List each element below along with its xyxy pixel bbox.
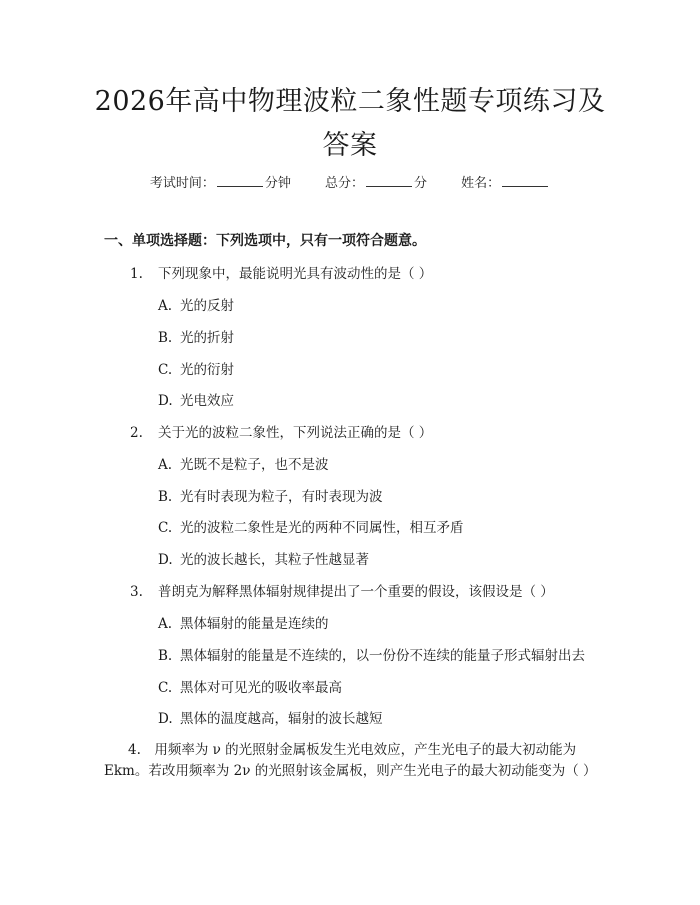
time-blank xyxy=(217,175,263,187)
option-text: 光既不是粒子，也不是波 xyxy=(180,457,329,473)
exam-time xyxy=(150,172,291,191)
question-number: 2. xyxy=(130,425,143,441)
exam-score xyxy=(325,172,427,191)
question-number: 3. xyxy=(130,584,143,600)
q3-option-c xyxy=(158,676,342,696)
option-text: 黑体的温度越高，辐射的波长越短 xyxy=(180,711,383,727)
option-label: B. xyxy=(158,648,173,664)
question-1 xyxy=(130,262,432,282)
exam-name xyxy=(461,172,550,191)
q3-option-b xyxy=(158,644,585,664)
option-label: A. xyxy=(158,616,173,632)
option-text: 光的折射 xyxy=(180,330,234,346)
q1-option-d xyxy=(158,389,234,409)
score-label: 总分： xyxy=(324,176,364,191)
option-label: C. xyxy=(158,520,173,536)
option-text: 光有时表现为粒子，有时表现为波 xyxy=(180,489,383,505)
option-label: D. xyxy=(158,393,173,409)
q1-option-a xyxy=(158,294,234,314)
option-text: 光的波粒二象性是光的两种不同属性，相互矛盾 xyxy=(180,520,464,536)
time-label: 考试时间： xyxy=(149,176,215,191)
option-text: 光电效应 xyxy=(180,393,234,409)
option-text: 黑体辐射的能量是不连续的，以一份份不连续的能量子形式辐射出去 xyxy=(180,648,585,664)
option-label: D. xyxy=(158,711,173,727)
q2-option-b xyxy=(158,485,383,505)
q2-option-c xyxy=(158,516,464,536)
option-label: B. xyxy=(158,330,173,346)
q1-option-b xyxy=(158,326,234,346)
score-unit: 分 xyxy=(414,176,428,191)
option-text: 光的波长越长，其粒子性越显著 xyxy=(180,552,369,568)
question-4: 4. 用频率为 ν 的光照射金属板发生光电效应，产生光电子的最大初动能为Ekm。若改用频率为 2ν 的光照射该金属板，则产生光电子的最大初动能变为（ ） xyxy=(104,742,597,779)
question-text: 下列现象中，最能说明光具有波动性的是（ ） xyxy=(158,266,433,282)
question-3 xyxy=(130,580,554,600)
name-blank xyxy=(502,175,548,187)
option-text: 黑体对可见光的吸收率最高 xyxy=(180,680,342,696)
option-text: 光的反射 xyxy=(180,298,234,314)
option-label: A. xyxy=(158,457,173,473)
name-label: 姓名： xyxy=(461,176,501,191)
option-label: A. xyxy=(158,298,173,314)
option-text: 光的衍射 xyxy=(180,362,234,378)
option-label: D. xyxy=(158,552,173,568)
page-title: 2026年高中物理波粒二象性题专项练习及答案 xyxy=(94,86,606,161)
exam-meta xyxy=(0,172,700,191)
time-unit: 分钟 xyxy=(264,176,291,191)
q3-option-a xyxy=(158,612,329,632)
option-label: C. xyxy=(158,362,173,378)
q1-option-c xyxy=(158,358,234,378)
question-text: 普朗克为解释黑体辐射规律提出了一个重要的假设，该假设是（ ） xyxy=(158,584,554,600)
question-2 xyxy=(130,421,432,441)
option-text: 黑体辐射的能量是连续的 xyxy=(180,616,329,632)
option-label: B. xyxy=(158,489,173,505)
q2-option-d xyxy=(158,548,369,568)
option-label: C. xyxy=(158,680,173,696)
section-heading: 一、单项选择题：下列选项中，只有一项符合题意。 xyxy=(104,233,426,249)
q2-option-a xyxy=(158,453,329,473)
question-number: 1. xyxy=(130,266,143,282)
q3-option-d xyxy=(158,707,383,727)
score-blank xyxy=(366,175,412,187)
question-text: 关于光的波粒二象性，下列说法正确的是（ ） xyxy=(158,425,433,441)
